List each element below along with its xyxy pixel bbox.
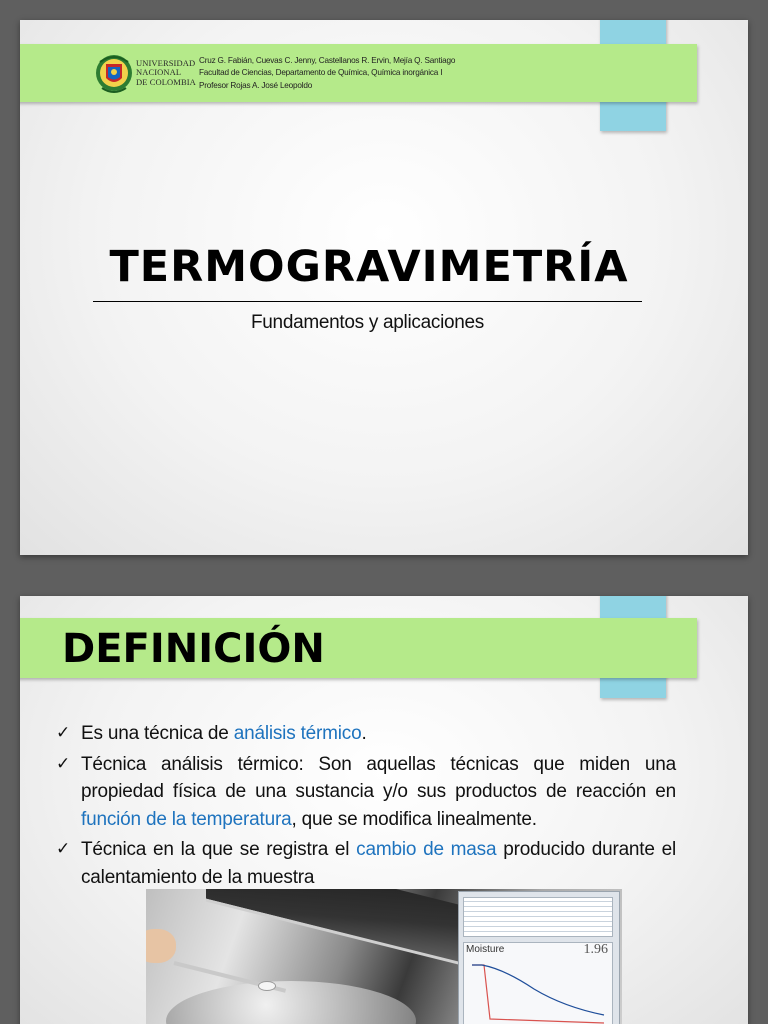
- instrument-photo: [146, 889, 622, 1024]
- moisture-curves: [464, 959, 614, 1024]
- plot-label: Moisture: [466, 944, 505, 955]
- data-table: [463, 897, 613, 937]
- bullet-highlight: cambio de masa: [356, 839, 497, 860]
- moisture-plot: [463, 942, 613, 1024]
- bullet-text: Es una técnica de: [81, 723, 234, 744]
- title-underline: [93, 301, 642, 302]
- credits-authors: Cruz G. Fabián, Cuevas C. Jenny, Castellanos R. Ervin, Mejía Q. Santiago: [199, 56, 456, 65]
- university-name-line-1: UNIVERSIDAD: [136, 57, 196, 68]
- bullet-text: Técnica análisis térmico: Son aquellas técnicas que miden una propiedad física de una sustancia y/o sus productos de reacción en: [81, 753, 676, 802]
- list-item: [56, 836, 676, 891]
- university-name-line-3: DE COLOMBIA: [136, 76, 196, 87]
- section-heading: DEFINICIÓN: [62, 626, 325, 672]
- software-screen: [458, 891, 620, 1024]
- definition-slide: [20, 596, 748, 1024]
- university-name-line-2: NACIONAL: [136, 67, 182, 78]
- plot-value: 1.96: [583, 942, 608, 957]
- university-name: [136, 59, 196, 88]
- heading-band: [20, 618, 697, 678]
- checkmark-icon: ✓: [56, 753, 71, 774]
- university-seal-icon: [94, 50, 134, 96]
- bullet-text: producido durante el calentamiento de la muestra: [81, 839, 676, 888]
- bullet-text: Técnica en la que se registra el: [81, 839, 357, 860]
- checkmark-icon: ✓: [56, 839, 71, 859]
- list-item: [56, 720, 676, 748]
- sample-tray: [166, 981, 416, 1024]
- header-band: [20, 44, 697, 102]
- university-logo: [94, 50, 196, 96]
- credits-faculty: Facultad de Ciencias, Departamento de Química, Química inorgánica I: [199, 68, 443, 78]
- credits-block: [199, 55, 455, 92]
- presentation-subtitle: Fundamentos y aplicaciones: [250, 312, 484, 333]
- bullet-text: .: [361, 723, 367, 744]
- presentation-title: TERMOGRAVIMETRÍA: [109, 242, 629, 292]
- sample-pan: [258, 981, 276, 991]
- list-item: [56, 751, 676, 834]
- bullet-text: , que se modifica linealmente.: [291, 808, 537, 830]
- hand: [146, 929, 176, 963]
- definition-list: [56, 720, 676, 894]
- bullet-highlight: función de la temperatura: [81, 808, 292, 830]
- credits-professor: Profesor Rojas A. José Leopoldo: [199, 80, 313, 90]
- bullet-highlight: análisis térmico: [233, 723, 362, 744]
- title-slide: [20, 20, 748, 555]
- checkmark-icon: ✓: [56, 723, 71, 743]
